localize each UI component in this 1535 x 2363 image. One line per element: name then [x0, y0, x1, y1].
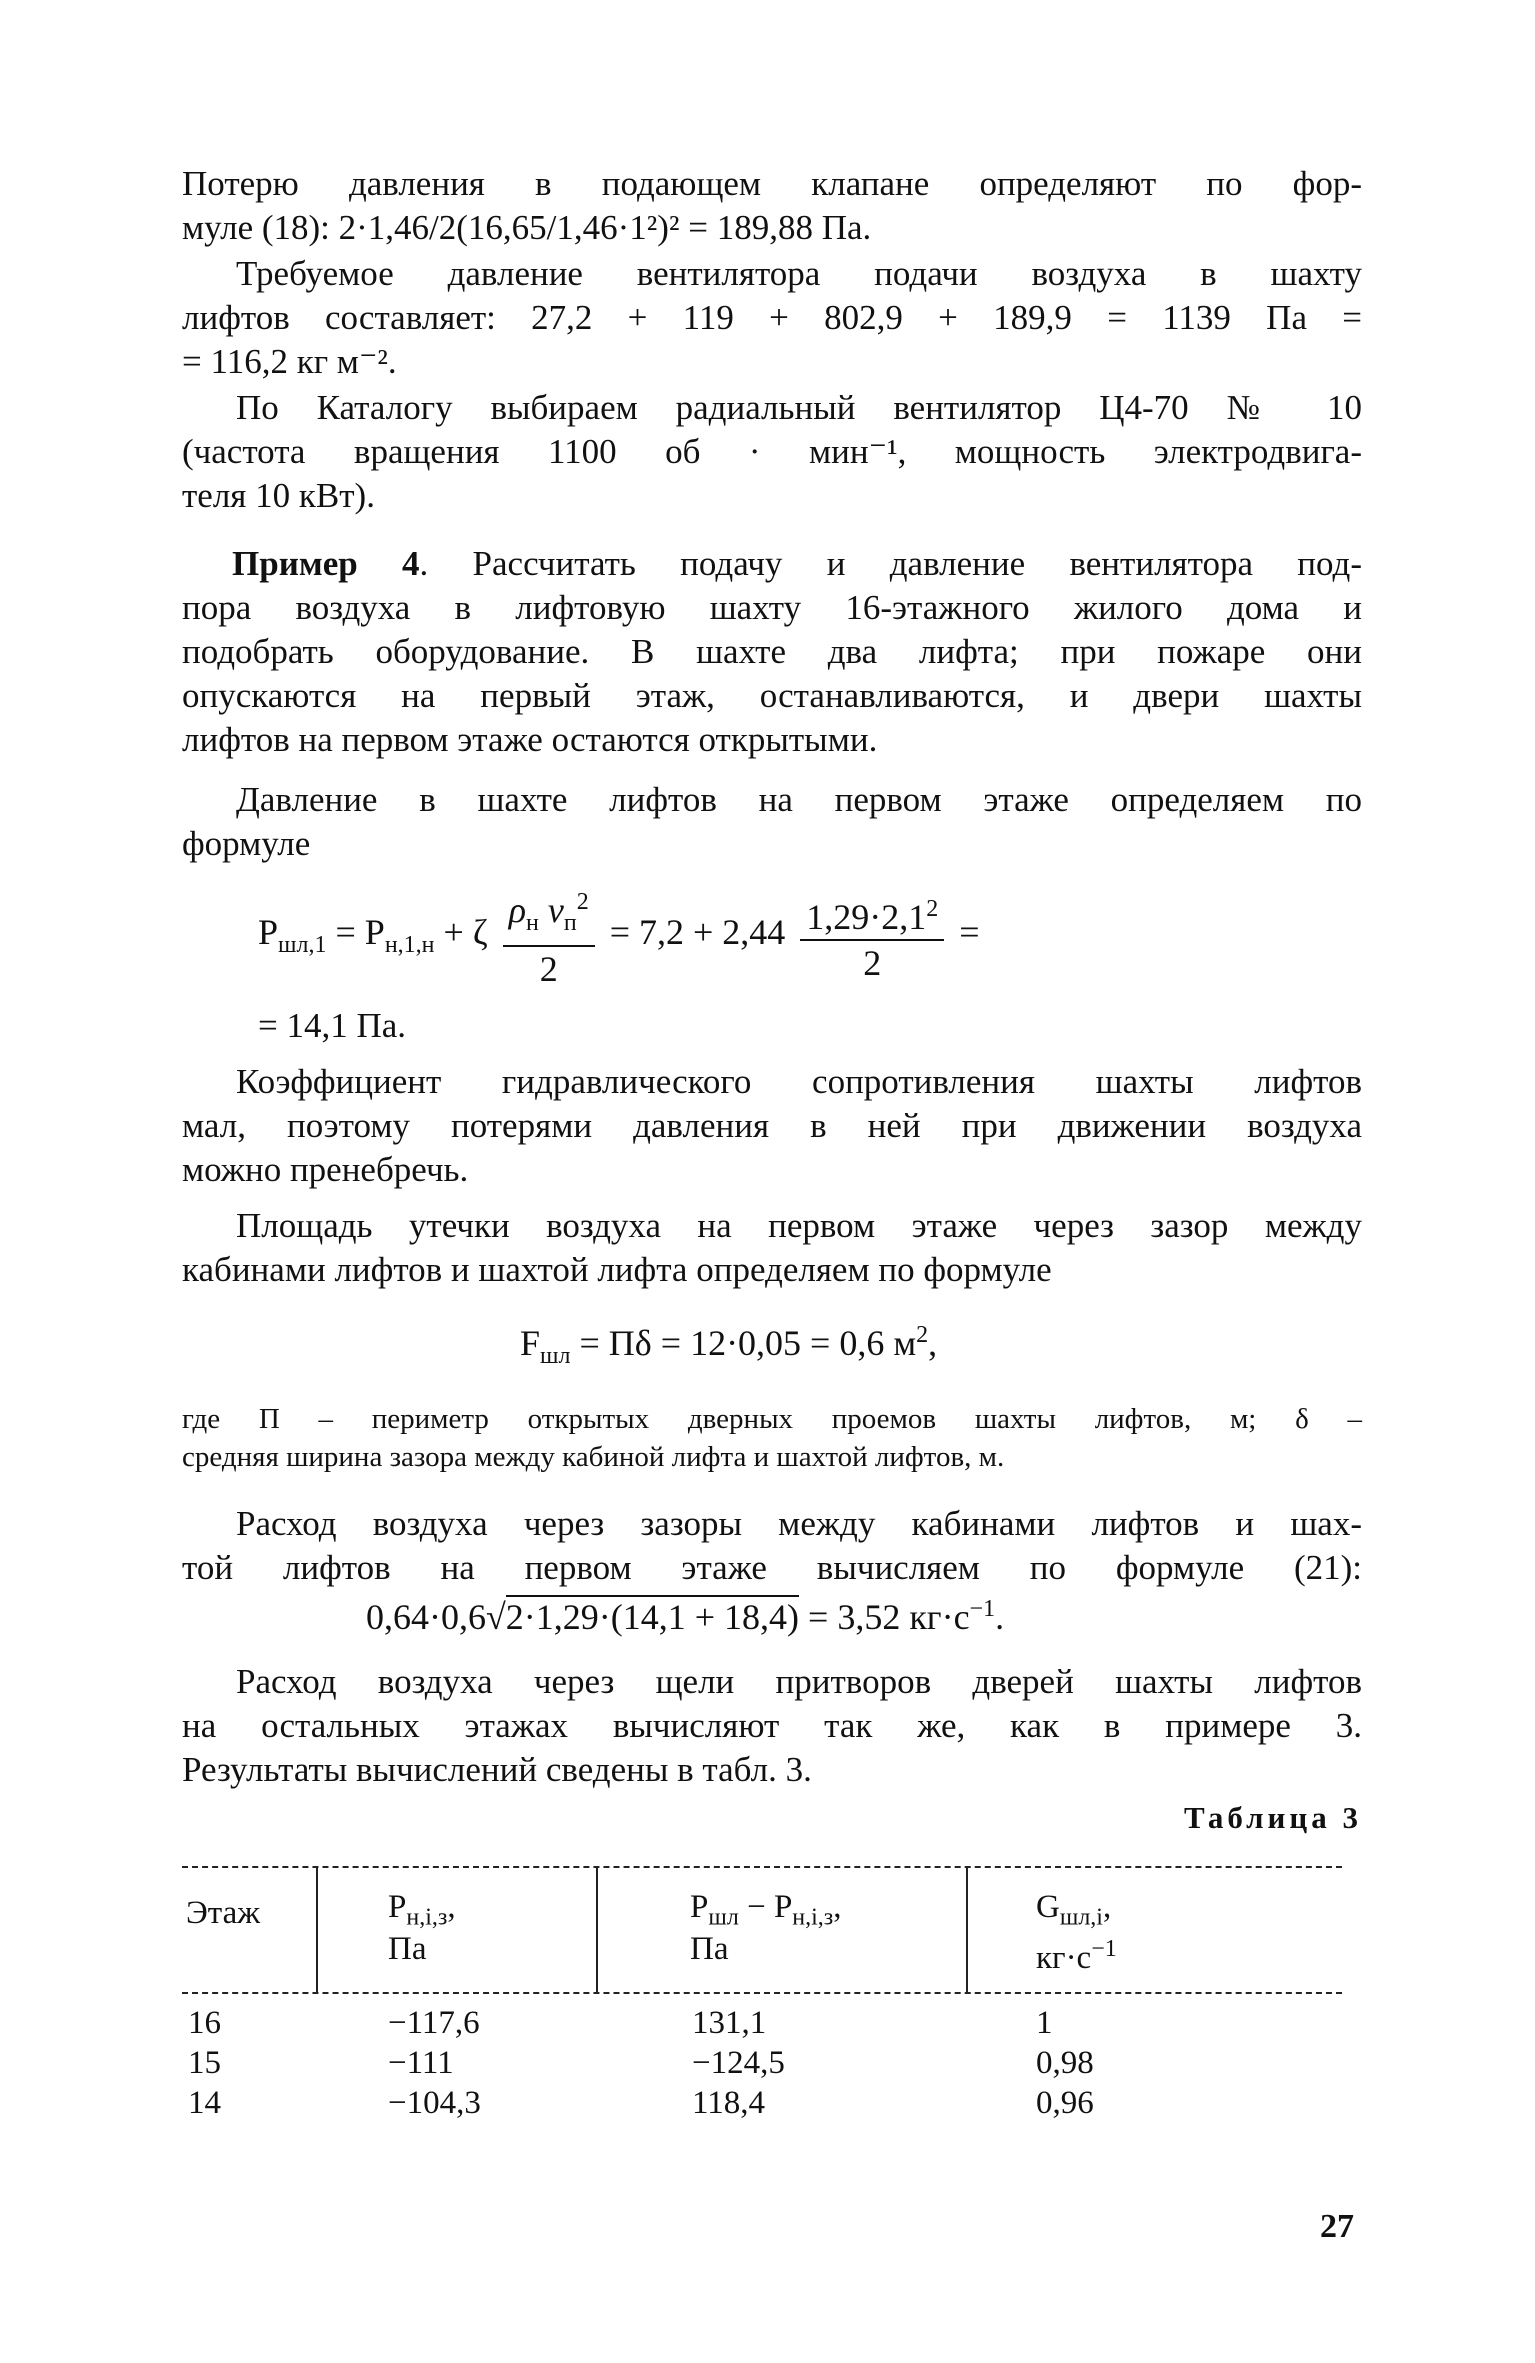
- table-row-2-floor: 15: [188, 2045, 221, 2081]
- table-row-2-pressure-diff: −124,5: [692, 2045, 785, 2081]
- table-header-pressure: $P_{н,i,з}$,: [388, 1889, 456, 1931]
- example4-line4: опускаются на первый этаж, останавливаются, и двери шахты: [182, 676, 1362, 715]
- table-header-rule: [182, 1992, 1342, 1994]
- para8-line2: той лифтов на первом этаже вычисляем по формуле (21):: [182, 1548, 1362, 1587]
- para3-line3: теля 10 кВт).: [182, 476, 375, 515]
- table-header-pressure-unit: Па: [388, 1931, 427, 1967]
- para8-line1: Расход воздуха через зазоры между кабинами лифтов и шах-: [236, 1504, 1362, 1543]
- formula-flow: 0,64·0,6√2·1,29·(14,1 + 18,4) = 3,52 $кг\cdot с^{-1}$.: [366, 1596, 1005, 1637]
- table-col-divider-2: [596, 1866, 598, 1992]
- formula-area: $F_{шл} = П\delta = 12\cdot 0,05 = 0,6$ $м^2$,: [520, 1322, 938, 1370]
- table-col-divider-3: [966, 1866, 968, 1992]
- table-header-pressure-diff: $P_{шл} - P_{н,i,з}$,: [690, 1889, 842, 1931]
- formula-fraction-values: $\frac{1,29\cdot 2,1^2}{2}$: [800, 887, 944, 985]
- para5-line2: формуле: [182, 824, 311, 863]
- table-top-rule: [182, 1866, 1342, 1868]
- para7-line2: кабинами лифтов и шахтой лифта определяем по формуле: [182, 1250, 1052, 1289]
- formula-pressure-result: = 14,1 Па.: [258, 1006, 407, 1045]
- para3-line1: По Каталогу выбираем радиальный вентилятор Ц4-70 № 10: [236, 388, 1362, 427]
- formula-pressure: $P_{шл,1} = P_{н,1,н} + \zeta$ $\frac{\rho_н v_п^2}{2}$ = 7,2 + 2,44 $\frac{1,29\cdot 2,1^2}{2}$ =: [258, 880, 980, 991]
- table-col-divider-1: [316, 1866, 318, 1992]
- table-row-1-pressure: −117,6: [388, 2005, 480, 2041]
- note-line1: где П – периметр открытых дверных проемов шахты лифтов, м; δ –: [182, 1403, 1362, 1435]
- table-row-3-floor: 14: [188, 2085, 221, 2121]
- table-row-1-floor: 16: [188, 2005, 221, 2041]
- para2-line1: Требуемое давление вентилятора подачи воздуха в шахту: [236, 254, 1362, 293]
- table-row-3-flow: 0,96: [1036, 2085, 1094, 2121]
- example4-line2: пора воздуха в лифтовую шахту 16-этажного жилого дома и: [182, 588, 1362, 627]
- table-row-1-pressure-diff: 131,1: [692, 2005, 767, 2041]
- note-line2: средняя ширина зазора между кабиной лифта и шахтой лифтов, м.: [182, 1441, 1005, 1473]
- example4-label: Пример 4: [232, 544, 420, 583]
- para9-line3: Результаты вычислений сведены в табл. 3.: [182, 1750, 812, 1789]
- table-row-2-pressure: −111: [388, 2045, 454, 2081]
- example4-line5: лифтов на первом этаже остаются открытыми.: [182, 720, 878, 759]
- page-number: 27: [1320, 2208, 1354, 2245]
- table-header-floor: Этаж: [186, 1895, 261, 1931]
- para9-line2: на остальных этажах вычисляют так же, как в примере 3.: [182, 1706, 1362, 1745]
- table-row-1-flow: 1: [1036, 2005, 1053, 2041]
- example4-line3: подобрать оборудование. В шахте два лифта; при пожаре они: [182, 632, 1362, 671]
- para6-line1: Коэффициент гидравлического сопротивления шахты лифтов: [236, 1062, 1362, 1101]
- para5-line1: Давление в шахте лифтов на первом этаже определяем по: [236, 780, 1362, 819]
- para6-line3: можно пренебречь.: [182, 1150, 469, 1189]
- para2-line3: = 116,2 кг м⁻².: [182, 342, 397, 381]
- para9-line1: Расход воздуха через щели притворов дверей шахты лифтов: [236, 1662, 1362, 1701]
- para1-line2: муле (18): 2·1,46/2(16,65/1,46·1²)² = 189,88 Па.: [182, 208, 872, 247]
- para2-line2: лифтов составляет: 27,2 + 119 + 802,9 + 189,9 = 1139 Па =: [182, 298, 1362, 337]
- para3-line2: (частота вращения 1100 об · мин⁻¹, мощность электродвига-: [182, 432, 1362, 471]
- table-row-3-pressure-diff: 118,4: [692, 2085, 766, 2121]
- example4-line1: [232, 542, 1362, 586]
- table-row-2-flow: 0,98: [1036, 2045, 1094, 2081]
- table-header-pressure-diff-unit: Па: [690, 1931, 729, 1967]
- para6-line2: мал, поэтому потерями давления в ней при движении воздуха: [182, 1106, 1362, 1145]
- table-row-3-pressure: −104,3: [388, 2085, 481, 2121]
- example4-line1-rest: . Рассчитать подачу и давление вентилятора под-: [419, 544, 1362, 583]
- formula-fraction-dynamic: $\frac{\rho_н v_п^2}{2}$: [503, 880, 595, 991]
- table-header-flow-unit: $кг\cdot с^{-1}$: [1036, 1936, 1117, 1976]
- table-caption: Таблица 3: [1184, 1800, 1362, 1835]
- para7-line1: Площадь утечки воздуха на первом этаже через зазор между: [236, 1206, 1362, 1245]
- para1-line1: Потерю давления в подающем клапане определяют по фор-: [182, 164, 1362, 203]
- table-header-flow: $G_{шл,i}$,: [1036, 1889, 1112, 1931]
